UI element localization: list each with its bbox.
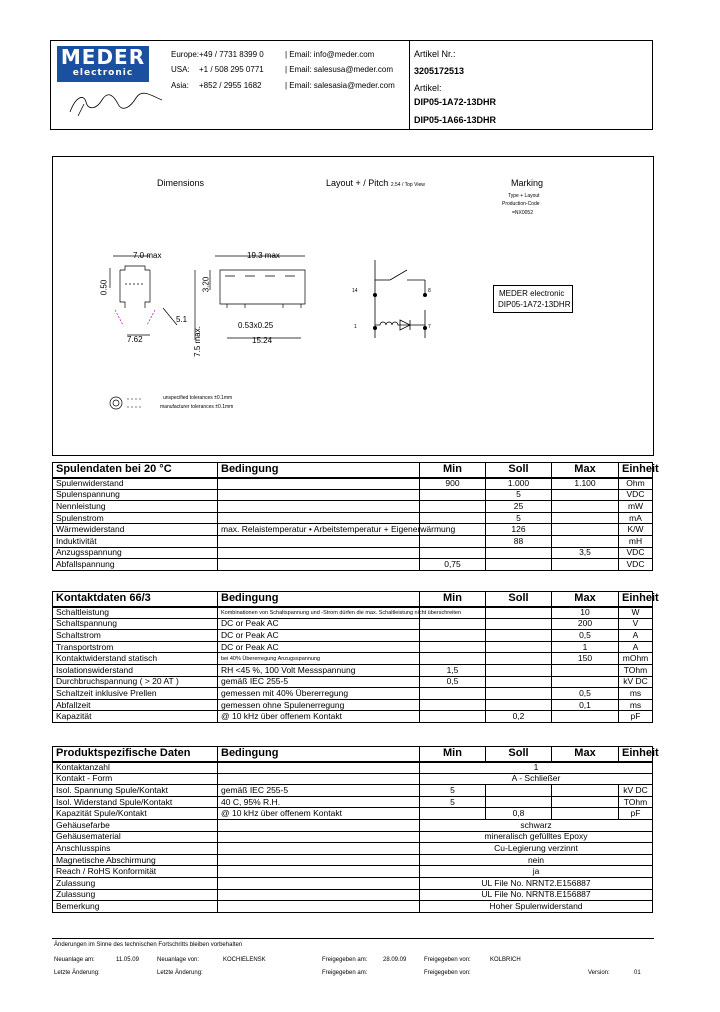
row-max: 1.100 [552,478,619,490]
row-condition [218,843,420,855]
row-max [552,501,619,513]
row-nominal [486,641,552,653]
contact-data-table [52,591,659,723]
row-condition: DC or Peak AC [218,618,420,630]
table-row [53,889,653,901]
header-cell: Bedingung [218,747,420,762]
row-condition: DC or Peak AC [218,641,420,653]
table-row [53,773,653,785]
row-unit: VDC [619,547,653,559]
table-header-row [53,463,653,478]
slogan-script [66,90,166,118]
table-row [53,535,653,547]
row-condition [218,819,420,831]
contact-phone-asia: +852 / 2955 1682 [199,81,262,90]
table-row [53,547,653,559]
row-min [420,688,486,700]
row-unit: W [619,607,653,619]
table-row [53,762,653,774]
row-max: 0,1 [552,699,619,711]
row-condition: DC or Peak AC [218,630,420,642]
coil-data-table [52,462,659,571]
row-name: Kapazität [53,711,218,723]
row-condition: Kombinationen von Schaltspannung und -Strom dürfen die max. Schaltleistung nicht überschreiten [218,607,420,619]
table-row [53,688,653,700]
header-cell: Einheit [619,747,653,762]
row-min [420,489,486,501]
row-min [420,808,486,820]
row-name: Schaltstrom [53,630,218,642]
logo-top-text: MEDER [60,45,146,69]
footer-version-label: Version: [588,970,610,976]
row-unit: A [619,641,653,653]
row-min [420,699,486,711]
row-condition [218,762,420,774]
row-nominal [486,653,552,665]
row-unit: VDC [619,559,653,571]
row-unit: pF [619,711,653,723]
row-min: 900 [420,478,486,490]
table-row [53,618,653,630]
table-row [53,711,653,723]
row-nominal: 25 [486,501,552,513]
table-row [53,512,653,524]
row-min [420,512,486,524]
row-nominal [486,785,552,797]
dimension-drawing [95,240,325,350]
tolerance-symbol [105,392,145,414]
row-min [420,630,486,642]
contact-email-europe: | Email: info@meder.com [285,50,375,59]
row-nominal: 0,8 [486,808,552,820]
header-cell: Soll [486,747,552,762]
header-cell: Min [420,747,486,762]
row-nominal [486,699,552,711]
row-unit: A [619,630,653,642]
row-unit: ms [619,688,653,700]
article-name-1: DIP05-1A72-13DHR [414,97,497,107]
row-condition: max. Relaistemperatur • Arbeitstemperatur + Eigenerwärmung [218,524,420,536]
row-value-span: Cu-Legierung verzinnt [420,843,653,855]
table-row [53,796,653,808]
contact-region-usa: USA: [171,65,190,74]
footer-created-date: 11.05.09 [116,957,139,963]
row-name: Zulassung [53,889,218,901]
header-cell: Min [420,463,486,478]
marking-line-1: Type + Layout [508,193,540,199]
row-min [420,501,486,513]
row-value-span: UL File No. NRNT8.E156887 [420,889,653,901]
row-condition: bei 40% Übererregung Anzugsspannung [218,653,420,665]
row-unit: Ohm [619,478,653,490]
header-cell: Soll [486,463,552,478]
row-min [420,653,486,665]
row-max [552,664,619,676]
header-cell: Max [552,592,619,607]
row-name: Kapazität Spule/Kontakt [53,808,218,820]
row-max: 1 [552,641,619,653]
header-cell: Max [552,463,619,478]
row-unit: mW [619,501,653,513]
contact-phone-europe: +49 / 7731 8399 0 [199,50,264,59]
row-nominal: 5 [486,512,552,524]
contact-email-asia: | Email: salesasia@meder.com [285,81,395,90]
row-condition: @ 10 kHz über offenem Kontakt [218,711,420,723]
footer-note: Änderungen im Sinne des technischen Fortschritts bleiben vorbehalten [54,942,243,948]
row-name: Kontaktwiderstand statisch [53,653,218,665]
row-name: Schaltspannung [53,618,218,630]
row-nominal [486,607,552,619]
row-name: Gehäusematerial [53,831,218,843]
header-cell: Spulendaten bei 20 °C [53,463,218,478]
footer-changed-label: Letzte Änderung: [54,970,100,976]
row-max [552,676,619,688]
table-row [53,866,653,878]
footer-changed-by-label: Letzte Änderung: [157,970,203,976]
row-condition: 40 C, 95% R.H. [218,796,420,808]
pin-1: 1 [354,324,357,330]
row-nominal [486,547,552,559]
row-name: Induktivität [53,535,218,547]
row-min: 5 [420,796,486,808]
footer-rule [52,938,654,939]
footer-created-by: KOCHIELENSK [223,957,266,963]
row-nominal: 1.000 [486,478,552,490]
row-unit: pF [619,808,653,820]
footer-released-by: KOLBRICH [490,957,521,963]
dim-7-5: 7.5 max. [192,326,202,357]
row-min: 0,5 [420,676,486,688]
row-name: Wärmewiderstand [53,524,218,536]
product-data-table [52,746,659,913]
footer-released2-by-label: Freigegeben von: [424,970,471,976]
row-condition [218,877,420,889]
row-min [420,535,486,547]
table-row [53,607,653,619]
layout-title-text: Layout [326,178,354,188]
dim-19-3: 19.3 max [247,251,280,260]
marking-box-line-2: DIP05-1A72-13DHR [498,300,571,309]
row-min [420,641,486,653]
table-row [53,559,653,571]
table-header-row [53,592,653,607]
row-unit: kV DC [619,785,653,797]
article-no-label: Artikel Nr.: [414,49,456,59]
row-max [552,559,619,571]
table-row [53,641,653,653]
layout-title-suffix: + / Pitch [355,178,389,188]
row-nominal [486,559,552,571]
row-condition [218,559,420,571]
row-value-span: schwarz [420,819,653,831]
footer-released-label: Freigegeben am: [322,957,368,963]
dim-3-20: 3.20 [201,276,211,293]
header-cell: Bedingung [218,463,420,478]
table-row [53,843,653,855]
table-row [53,630,653,642]
row-value-span: Hoher Spulenwiderstand [420,901,653,913]
marking-line-2: Production-Code [502,201,540,207]
row-condition [218,547,420,559]
row-condition [218,489,420,501]
row-min: 5 [420,785,486,797]
row-max: 200 [552,618,619,630]
row-nominal [486,676,552,688]
row-nominal [486,618,552,630]
contact-region-asia: Asia: [171,81,189,90]
header-cell: Einheit [619,463,653,478]
row-unit: mA [619,512,653,524]
row-value-span: nein [420,854,653,866]
row-nominal: 126 [486,524,552,536]
row-condition: gemessen mit 40% Übererregung [218,688,420,700]
table-row [53,664,653,676]
row-value-span: A - Schließer [420,773,653,785]
article-label: Artikel: [414,83,442,93]
header-cell: Kontaktdaten 66/3 [53,592,218,607]
table-row [53,877,653,889]
row-nominal [486,630,552,642]
footer-created-label: Neuanlage am: [54,957,95,963]
header-divider [409,40,410,130]
row-condition [218,535,420,547]
row-value-span: UL File No. NRNT2.E156887 [420,877,653,889]
row-unit: ms [619,699,653,711]
row-condition: gemäß IEC 255-5 [218,785,420,797]
row-name: Gehäusefarbe [53,819,218,831]
table-row [53,699,653,711]
logo-bottom-text: electronic [72,68,134,78]
marking-title: Marking [511,178,544,188]
row-min [420,711,486,723]
row-max: 150 [552,653,619,665]
row-min [420,618,486,630]
footer-created-by-label: Neuanlage von: [157,957,200,963]
row-unit: VDC [619,489,653,501]
row-unit: TOhm [619,796,653,808]
marking-line-3: =NX0052 [512,210,533,216]
row-condition [218,512,420,524]
article-name-2: DIP05-1A66-13DHR [414,115,497,125]
row-condition [218,854,420,866]
row-unit: V [619,618,653,630]
row-max: 0,5 [552,630,619,642]
pin-14: 14 [352,288,358,294]
row-condition: gemäß IEC 255-5 [218,676,420,688]
row-unit: K/W [619,524,653,536]
row-nominal: 88 [486,535,552,547]
pin-8: 8 [428,288,431,294]
row-unit: TOhm [619,664,653,676]
row-max: 10 [552,607,619,619]
row-max [552,489,619,501]
dim-0-50: 0.50 [99,279,109,296]
dimensions-title: Dimensions [157,178,205,188]
row-max [552,785,619,797]
contact-phone-usa: +1 / 508 295 0771 [199,65,264,74]
row-condition [218,866,420,878]
layout-schematic [345,250,445,350]
footer-released-date: 28.09.09 [383,957,407,963]
table-row [53,785,653,797]
row-nominal [486,688,552,700]
table-row [53,676,653,688]
row-name: Bemerkung [53,901,218,913]
row-condition [218,901,420,913]
row-name: Schaltleistung [53,607,218,619]
header-cell: Bedingung [218,592,420,607]
row-name: Abfallzeit [53,699,218,711]
row-name: Kontaktanzahl [53,762,218,774]
row-name: Anzugsspannung [53,547,218,559]
row-nominal: 5 [486,489,552,501]
row-max [552,808,619,820]
dim-0-53: 0.53x0.25 [238,321,274,330]
row-max [552,524,619,536]
row-condition: RH <45 %, 100 Volt Messspannung [218,664,420,676]
row-name: Isolationswiderstand [53,664,218,676]
dim-5-1: 5.1 [176,315,188,324]
row-min: 1,5 [420,664,486,676]
header-cell: Min [420,592,486,607]
row-name: Magnetische Abschirmung [53,854,218,866]
row-name: Zulassung [53,877,218,889]
row-name: Isol. Widerstand Spule/Kontakt [53,796,218,808]
dim-7-62: 7.62 [127,335,143,344]
table-row [53,831,653,843]
row-condition [218,773,420,785]
footer-version: 01 [634,970,641,976]
row-name: Schaltzeit inklusive Prellen [53,688,218,700]
dim-7-0: 7.0 max [133,251,162,260]
row-unit: mOhm [619,653,653,665]
row-value-span: mineralisch gefülltes Epoxy [420,831,653,843]
row-name: Isol. Spannung Spule/Kontakt [53,785,218,797]
row-max: 0,5 [552,688,619,700]
row-name: Spulenstrom [53,512,218,524]
footer-released-by-label: Freigegeben von: [424,957,471,963]
row-min: 0,75 [420,559,486,571]
contact-email-usa: | Email: salesusa@meder.com [285,65,394,74]
row-nominal [486,664,552,676]
table-row [53,819,653,831]
row-nominal [486,796,552,808]
table-row [53,478,653,490]
row-max [552,535,619,547]
row-unit: mH [619,535,653,547]
marking-box-line-1: MEDER electronic [499,289,565,298]
row-max: 3,5 [552,547,619,559]
table-row [53,653,653,665]
row-condition [218,831,420,843]
row-name: Kontakt - Form [53,773,218,785]
header-cell: Max [552,747,619,762]
row-name: Anschlusspins [53,843,218,855]
row-name: Spulenwiderstand [53,478,218,490]
row-condition [218,478,420,490]
meder-logo [57,46,149,82]
row-condition: gemessen ohne Spulenerregung [218,699,420,711]
table-row [53,501,653,513]
dim-15-24: 15.24 [252,336,273,345]
row-condition [218,889,420,901]
header-cell: Produktspezifische Daten [53,747,218,762]
row-min [420,547,486,559]
row-condition [218,501,420,513]
table-row [53,854,653,866]
tolerance-line-2: manufacturer tolerances ±0.1mm [160,404,234,410]
pin-7: 7 [428,324,431,330]
row-name: Transportstrom [53,641,218,653]
tolerance-line-1: unspecified tolerances ±0.1mm [163,395,233,401]
table-row [53,808,653,820]
footer-released2-label: Freigegeben am: [322,970,368,976]
layout-note: 2.54 / Top View [390,182,425,188]
article-no: 3205172513 [414,66,465,76]
row-condition: @ 10 kHz über offenem Kontakt [218,808,420,820]
header-cell: Soll [486,592,552,607]
row-max [552,711,619,723]
layout-title [326,178,425,188]
row-max [552,512,619,524]
table-header-row [53,747,653,762]
row-name: Durchbruchspannung ( > 20 AT ) [53,676,218,688]
table-row [53,901,653,913]
table-row [53,489,653,501]
row-unit: kV DC [619,676,653,688]
row-nominal: 0,2 [486,711,552,723]
row-name: Spulenspannung [53,489,218,501]
row-max [552,796,619,808]
header-cell: Einheit [619,592,653,607]
row-value-span: 1 [420,762,653,774]
table-row [53,524,653,536]
row-value-span: ja [420,866,653,878]
row-name: Reach / RoHS Konformität [53,866,218,878]
row-name: Nennleistung [53,501,218,513]
row-name: Abfallspannung [53,559,218,571]
contact-region-europe: Europe: [171,50,200,59]
